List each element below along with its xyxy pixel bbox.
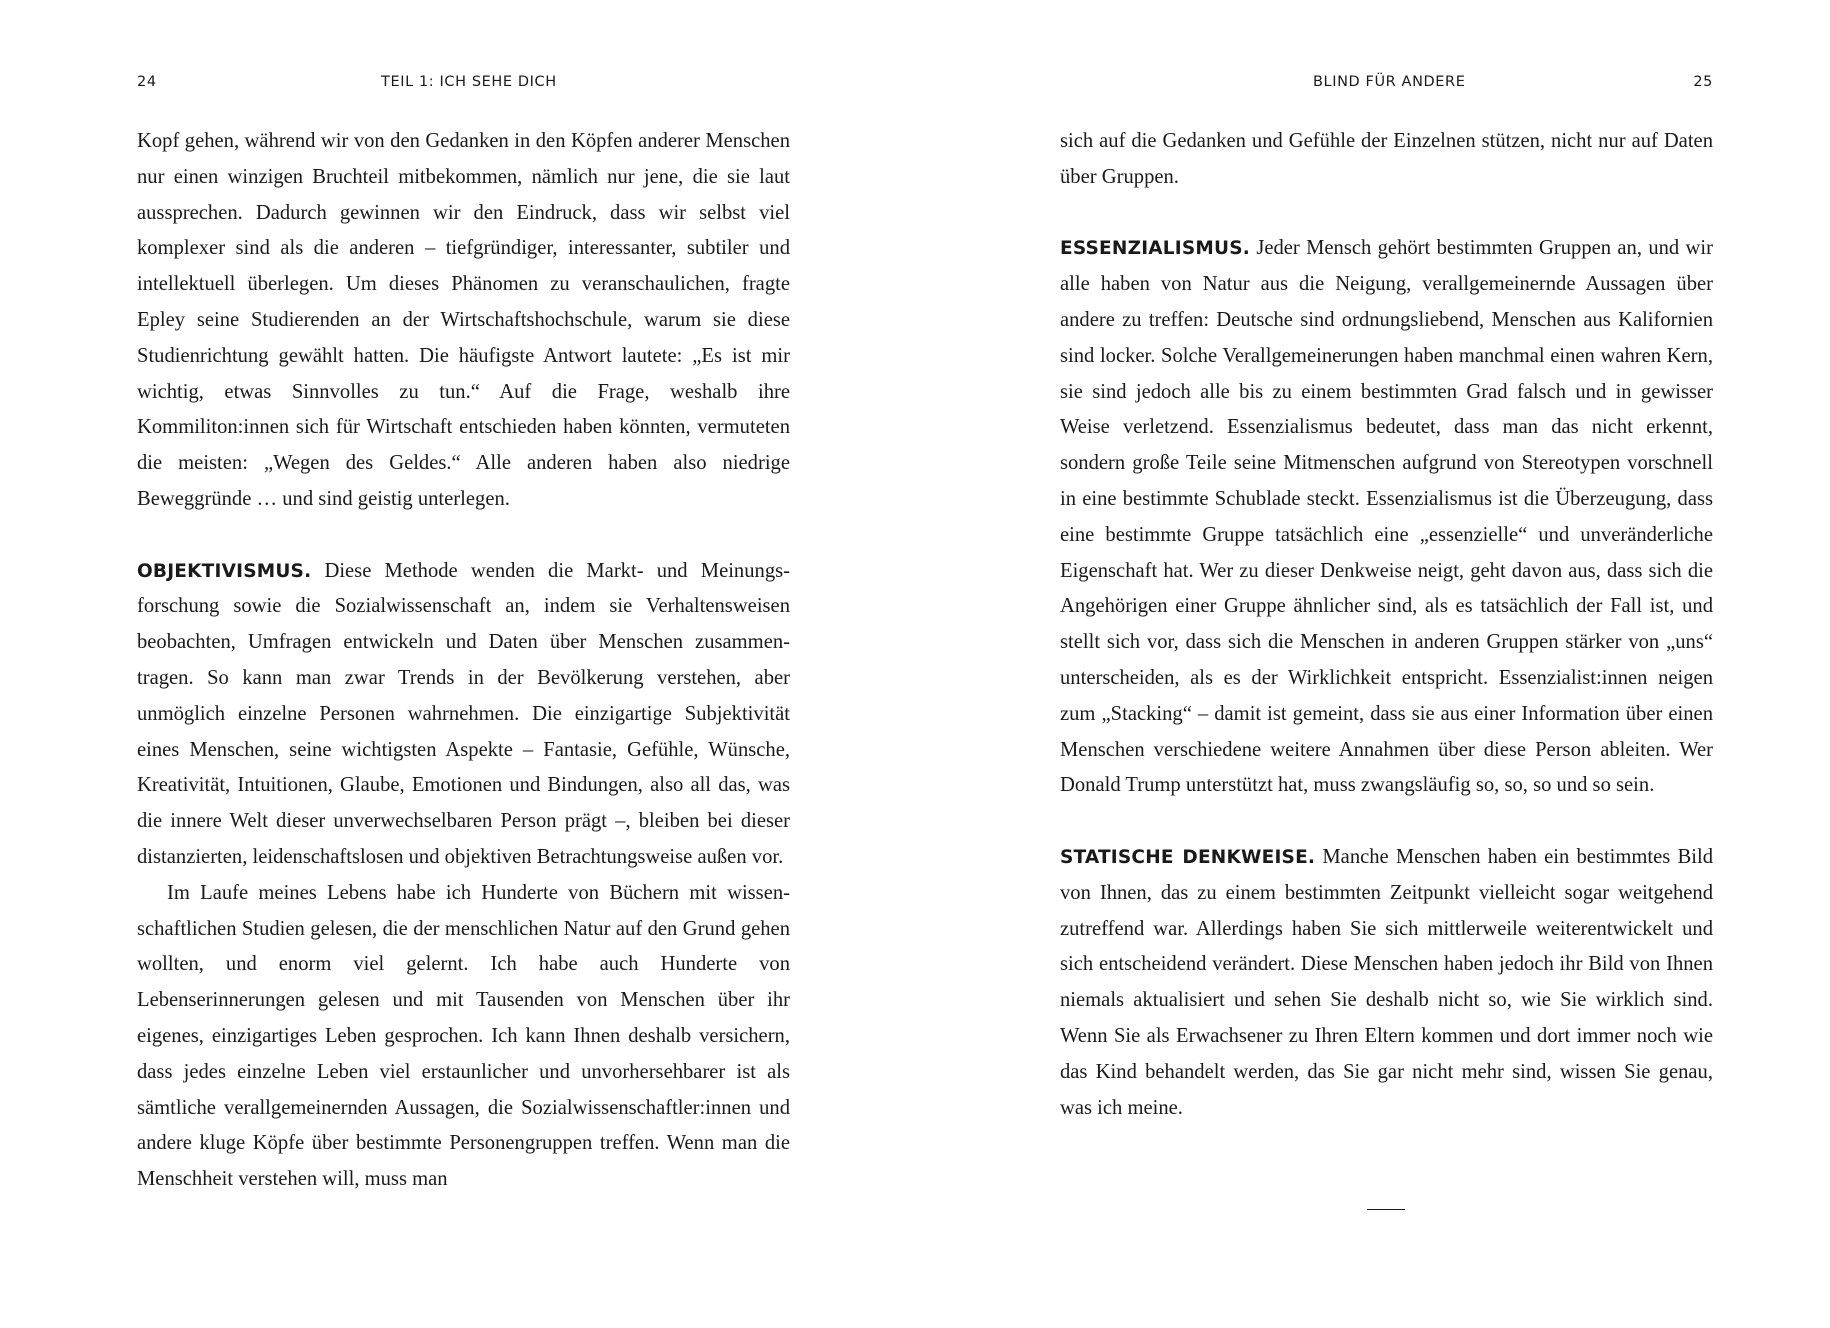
body-text-left	[137, 124, 790, 1198]
page-number: 25	[1693, 74, 1713, 90]
page-number: 24	[137, 74, 157, 90]
paragraph-text: Im Laufe meines Lebens habe ich Hunderte von Büchern mit wissenschaftlichen Studien gelesen, die der menschlichen Natur auf den Grund gehen wollten, und enorm viel gelernt. Ich habe auch Hunderte von Lebenserinnerungen gelesen und mit Tausenden von Menschen über ihr eigenes, einzigartiges Leben gesprochen. Ich kann Ihnen deshalb versichern, dass jedes einzelne Leben viel erstaunlicher und unvorhersehbarer ist als sämtliche verallgemeinernden Aussagen, die Sozialwissenschaftler:innen und andere kluge Köpfe über bestimmte Personengruppen treffen. Wenn man die Menschheit verstehen will, muss man	[137, 881, 790, 1191]
section-lead: STATISCHE DENKWEISE.	[1060, 846, 1316, 868]
running-title: BLIND FÜR ANDERE	[1313, 74, 1466, 90]
paragraph-text: sich auf die Gedanken und Gefühle der Einzelnen stützen, nicht nur auf Daten über Gruppen.	[1060, 130, 1713, 188]
paragraph	[137, 876, 790, 1198]
section-lead: ESSENZIALISMUS.	[1060, 238, 1250, 260]
section-lead: OBJEKTIVISMUS.	[137, 560, 312, 582]
left-page	[137, 0, 790, 1328]
running-header-left	[137, 74, 790, 94]
body-text-right	[1060, 124, 1713, 1126]
paragraph	[137, 124, 790, 518]
paragraph	[1060, 124, 1713, 196]
paragraph-text: Diese Methode wenden die Markt- und Meinungsforschung sowie die Sozialwissenschaft an, indem sie Verhaltensweisen beobachten, Umfragen entwickeln und Daten über Menschen zusammentragen. So kann man zwar Trends in der Bevölkerung verstehen, aber unmöglich einzelne Personen wahrnehmen. Die einzigartige Subjektivität eines Menschen, seine wichtigsten Aspekte – Fantasie, Gefühle, Wünsche, Kreativität, Intuitionen, Glaube, Emotionen und Bindungen, also all das, was die innere Welt dieser unverwechselbaren Person prägt –, bleiben bei dieser distanzierten, leidenschaftslosen und objektiven Betrachtungsweise außen vor.	[137, 559, 790, 868]
running-header-right	[1060, 74, 1713, 94]
paragraph	[1060, 840, 1713, 1126]
paragraph	[137, 554, 790, 876]
right-page	[1060, 0, 1713, 1328]
paragraph	[1060, 231, 1713, 804]
paragraph-text: Kopf gehen, während wir von den Gedanken in den Köpfen anderer Menschen nur einen winzigen Bruchteil mitbekommen, nämlich nur jene, die sie laut aussprechen. Dadurch gewinnen wir den Eindruck, dass wir selbst viel komplexer sind als die anderen – tiefgründiger, interessanter, subtiler und intellektuell überlegen. Um dieses Phänomen zu veranschaulichen, fragte Epley seine Studierenden an der Wirtschaftshochschule, warum sie diese Studienrichtung gewählt hatten. Die häufigste Antwort lautete: „Es ist mir wichtig, etwas Sinnvolles zu tun.“ Auf die Frage, weshalb ihre Kommiliton:innen sich für Wirtschaft entschieden haben könnten, vermuteten die meisten: „Wegen des Geldes.“ Alle anderen haben also niedrige Beweggründe … und sind geistig unterlegen.	[137, 130, 790, 510]
closing-rule	[1367, 1209, 1405, 1210]
paragraph-text: Jeder Mensch gehört bestimmten Gruppen an, und wir alle haben von Natur aus die Neigung, verallgemeinernde Aussagen über andere zu treffen: Deutsche sind ordnungsliebend, Menschen aus Kalifornien sind locker. Solche Verallgemeinerungen haben manchmal einen wahren Kern, sie sind jedoch alle bis zu einem bestimmten Grad falsch und in gewisser Weise verletzend. Essenzialismus bedeutet, dass man das nicht erkennt, sondern große Teile seine Mitmenschen aufgrund von Stereotypen vorschnell in eine bestimmte Schublade steckt. Essenzialismus ist die Überzeugung, dass eine bestimmte Gruppe tatsächlich eine „essenzielle“ und unveränderliche Eigenschaft hat. Wer zu dieser Denkweise neigt, geht davon aus, dass sich die Angehörigen einer Gruppe ähnlicher sind, als es tatsächlich der Fall ist, und stellt sich vor, dass sich die Menschen in anderen Gruppen stärker von „uns“ unterscheiden, als es der Wirklichkeit entspricht. Essenzialist:innen neigen zum „Stacking“ – damit ist gemeint, dass sie aus einer Information über einen Menschen verschiedene weitere Annahmen über diese Person ableiten. Wer Donald Trump unterstützt hat, muss zwangsläufig so, so, so und so sein.	[1060, 237, 1713, 797]
running-title: TEIL 1: ICH SEHE DICH	[381, 74, 557, 90]
paragraph-text: Manche Menschen haben ein bestimmtes Bild von Ihnen, das zu einem bestimmten Zeitpunkt vielleicht sogar weitgehend zutreffend war. Allerdings haben Sie sich mittlerweile weiterentwickelt und sich entscheidend verändert. Diese Menschen haben jedoch ihr Bild von Ihnen niemals aktualisiert und sehen Sie deshalb nicht so, wie Sie wirklich sind. Wenn Sie als Erwachsener zu Ihren Eltern kommen und dort immer noch wie das Kind behandelt werden, das Sie gar nicht mehr sind, wissen Sie genau, was ich meine.	[1060, 845, 1713, 1119]
